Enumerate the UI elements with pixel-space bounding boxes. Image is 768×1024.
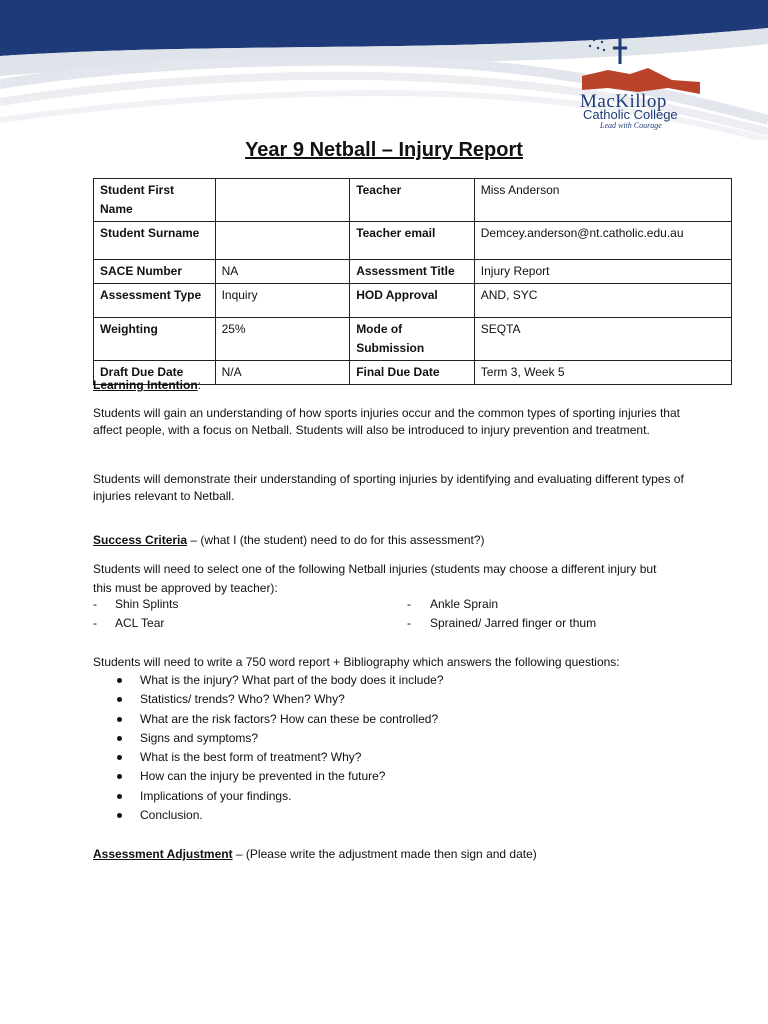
adjustment-heading-rest: – (Please write the adjustment made then sign and date) — [232, 847, 537, 861]
table-row — [94, 179, 732, 222]
logo-name: MacKillop — [580, 91, 667, 112]
list-item: What is the injury? What part of the body does it include? — [93, 671, 444, 690]
injury-option: Sprained/ Jarred finger or thum — [430, 616, 597, 630]
list-item: What is the best form of treatment? Why? — [93, 748, 444, 767]
label-cell: Mode of Submission — [350, 318, 475, 361]
report-intro: Students will need to write a 750 word report + Bibliography which answers the following questions: — [93, 655, 620, 669]
assessment-adjustment-heading — [93, 846, 693, 863]
dash-marker: - — [407, 616, 411, 630]
value-cell — [215, 222, 350, 260]
label-cell: Final Due Date — [350, 361, 475, 385]
value-cell: Demcey.anderson@nt.catholic.edu.au — [474, 222, 731, 260]
value-cell: NA — [215, 260, 350, 284]
injury-option: Ankle Sprain — [430, 597, 499, 611]
logo-motto: Lead with Courage — [600, 121, 662, 130]
assessment-info-table — [93, 178, 732, 385]
table-row — [94, 284, 732, 318]
injury-option: ACL Tear — [115, 616, 165, 630]
logo-subtitle: Catholic College — [583, 107, 678, 122]
value-cell: Term 3, Week 5 — [474, 361, 731, 385]
label-cell: SACE Number — [94, 260, 216, 284]
page-title: Year 9 Netball – Injury Report — [245, 139, 523, 161]
dash-marker: - — [93, 597, 97, 611]
learning-heading-colon: : — [197, 378, 202, 392]
label-cell: Student First Name — [94, 179, 216, 222]
success-heading-text: Success Criteria — [93, 533, 188, 547]
value-cell: SEQTA — [474, 318, 731, 361]
success-intro: Students will need to select one of the following Netball injuries (students may choose a different injury but this must be approved by teacher): — [93, 562, 657, 595]
value-cell: N/A — [215, 361, 350, 385]
label-cell: Teacher — [350, 179, 475, 222]
learning-intention-heading — [93, 377, 693, 394]
value-cell: 25% — [215, 318, 350, 361]
list-item: Implications of your findings. — [93, 787, 444, 806]
list-item: Statistics/ trends? Who? When? Why? — [93, 690, 444, 709]
list-item: Conclusion. — [93, 806, 444, 825]
learning-paragraph-2: Students will demonstrate their understanding of sporting injuries by identifying and evaluating different types of injuries relevant to Netball. — [93, 472, 684, 503]
success-criteria-heading — [93, 532, 693, 549]
adjustment-heading-text: Assessment Adjustment — [93, 847, 233, 861]
list-item: What are the risk factors? How can these be controlled? — [93, 710, 444, 729]
value-cell: Miss Anderson — [474, 179, 731, 222]
dash-marker: - — [407, 597, 411, 611]
table-row — [94, 260, 732, 284]
value-cell: Inquiry — [215, 284, 350, 318]
learning-heading-text: Learning Intention — [93, 378, 198, 392]
label-cell: HOD Approval — [350, 284, 475, 318]
value-cell — [215, 179, 350, 222]
injury-option: Shin Splints — [115, 597, 179, 611]
value-cell: Injury Report — [474, 260, 731, 284]
list-item: How can the injury be prevented in the future? — [93, 767, 444, 786]
label-cell: Teacher email — [350, 222, 475, 260]
list-item — [93, 597, 733, 616]
label-cell: Student Surname — [94, 222, 216, 260]
label-cell: Assessment Title — [350, 260, 475, 284]
table-row — [94, 318, 732, 361]
injury-options — [93, 597, 733, 635]
list-item — [93, 616, 733, 635]
success-heading-rest: – (what I (the student) need to do for this assessment?) — [187, 533, 485, 547]
label-cell: Draft Due Date — [94, 361, 216, 385]
table-row — [94, 222, 732, 260]
list-item: Signs and symptoms? — [93, 729, 444, 748]
label-cell: Weighting — [94, 318, 216, 361]
dash-marker: - — [93, 616, 97, 630]
label-cell: Assessment Type — [94, 284, 216, 318]
learning-paragraph-1: Students will gain an understanding of how sports injuries occur and the common types of sporting injuries that affect people, with a focus on Netball. Students will also be introduced to injury prevention and treatment. — [93, 406, 680, 437]
report-questions-list — [93, 671, 444, 825]
value-cell: AND, SYC — [474, 284, 731, 318]
